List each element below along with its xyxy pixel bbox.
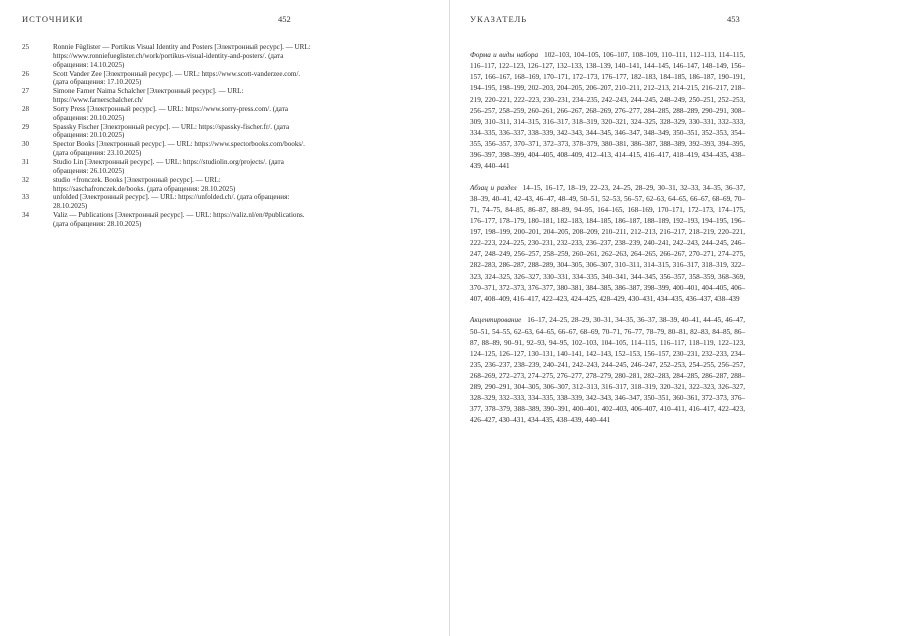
note-text: Ronnie Füglister — Portikus Visual Identity and Posters [Электронный ресурс]. — URL: https://www.ronniefueglister.ch/work/portikus-visual-identity-and-posters/. (дата обращения: 14.10.2025) bbox=[53, 43, 311, 69]
running-head-right: УКАЗАТЕЛЬ bbox=[470, 14, 528, 24]
left-page bbox=[0, 0, 449, 636]
note-number: 28 bbox=[22, 104, 30, 113]
note-number: 27 bbox=[22, 87, 30, 96]
page-number-right: 453 bbox=[727, 14, 740, 24]
index-entry bbox=[470, 183, 745, 305]
index-entry bbox=[470, 315, 745, 426]
source-note bbox=[22, 211, 312, 229]
note-number: 25 bbox=[22, 43, 30, 51]
source-note bbox=[22, 140, 312, 158]
note-number: 33 bbox=[22, 193, 30, 202]
note-number: 34 bbox=[22, 211, 30, 220]
note-number: 31 bbox=[22, 157, 30, 166]
source-note bbox=[22, 158, 312, 176]
index-page-refs: 16–17, 24–25, 28–29, 30–31, 34–35, 36–37, 38–39, 40–41, 44–45, 46–47, 50–51, 54–55, 62–63, 64–65, 66–67, 68–69, 70–71, 76–77, 78–79, 80–81, 82–83, 84–85, 86–87, 88–89, 90–91, 92–93, 94–95, 102–103, 104–105, 114–115, 116–117, 118–119, 122–123, 124–125, 126–127, 130–131, 140–141, 142–143, 152–153, 156–157, 230–231, 232–233, 234–235, 236–237, 238–239, 240–241, 242–243, 244–245, 246–247, 252–253, 254–255, 256–257, 268–269, 272–273, 274–275, 276–277, 278–279, 280–281, 282–283, 284–285, 286–287, 288–289, 290–291, 304–305, 306–307, 312–313, 316–317, 318–319, 320–321, 322–323, 326–327, 328–329, 332–333, 334–335, 338–339, 342–343, 346–347, 350–351, 360–361, 372–373, 376–377, 378–379, 388–389, 390–391, 400–401, 402–403, 406–407, 410–411, 416–417, 422–423, 426–427, 430–431, 434–435, 438–439, 440–441 bbox=[470, 316, 745, 425]
note-text: Spector Books [Электронный ресурс]. — URL: https://www.spectorbooks.com/books/. (дата обращения: 23.10.2025) bbox=[53, 140, 305, 158]
note-text: unfolded [Электронный ресурс]. — URL: https://unfolded.ch/. (дата обращения: 28.10.2025) bbox=[53, 193, 290, 211]
note-text: Sorry Press [Электронный ресурс]. — URL: https://www.sorry-press.com/. (дата обращения: 20.10.2025) bbox=[53, 104, 289, 122]
subject-index bbox=[470, 43, 745, 437]
source-note bbox=[22, 193, 312, 211]
index-page-refs: 102–103, 104–105, 106–107, 108–109, 110–111, 112–113, 114–115, 116–117, 122–123, 126–127, 132–133, 138–139, 140–141, 144–145, 146–147, 148–149, 156–157, 166–167, 168–169, 170–171, 172–173, 176–177, 182–183, 184–185, 186–187, 190–191, 194–195, 198–199, 202–203, 204–205, 206–207, 210–211, 212–213, 214–215, 216–217, 218–219, 220–221, 222–223, 230–231, 234–235, 242–243, 244–245, 248–249, 250–251, 252–253, 256–257, 258–259, 260–261, 266–267, 268–269, 276–277, 284–285, 288–289, 290–291, 308–309, 310–311, 314–315, 316–317, 318–319, 320–321, 324–325, 328–329, 330–331, 332–333, 334–335, 336–337, 338–339, 342–343, 344–345, 346–347, 348–349, 350–351, 352–353, 354–355, 356–357, 370–371, 372–373, 378–379, 380–381, 386–387, 388–389, 392–393, 394–395, 396–397, 398–399, 404–405, 408–409, 412–413, 414–415, 416–417, 418–419, 434–435, 438–439, 440–441 bbox=[470, 51, 745, 171]
note-text: Scott Vander Zee [Электронный ресурс]. — URL: https://www.scott-vanderzee.com/. (дата обращения: 17.10.2025) bbox=[53, 69, 301, 87]
note-text: Spassky Fischer [Электронный ресурс]. — URL: https://spassky-fischer.fr/. (дата обращения: 20.10.2025) bbox=[53, 122, 290, 140]
note-number: 26 bbox=[22, 69, 30, 78]
source-note bbox=[22, 123, 312, 141]
source-note bbox=[22, 43, 312, 70]
index-term: Абзац и раздел bbox=[470, 183, 517, 192]
right-page bbox=[450, 0, 900, 636]
note-text: Studio Lin [Электронный ресурс]. — URL: https://studiolin.org/projects/. (дата обращения: 26.10.2025) bbox=[53, 157, 284, 175]
note-text: Valiz — Publications [Электронный ресурс]. — URL: https://valiz.nl/en/#publications. (дата обращения: 28.10.2025) bbox=[53, 211, 305, 228]
note-number: 30 bbox=[22, 140, 30, 149]
index-page-refs: 14–15, 16–17, 18–19, 22–23, 24–25, 28–29, 30–31, 32–33, 34–35, 36–37, 38–39, 40–41, 42–43, 46–47, 48–49, 50–51, 52–53, 56–57, 62–63, 64–65, 66–67, 68–69, 70–71, 74–75, 84–85, 86–87, 88–89, 94–95, 164–165, 168–169, 170–171, 172–173, 174–175, 176–177, 178–179, 180–181, 182–183, 184–185, 186–187, 188–189, 192–193, 194–195, 196–197, 198–199, 200–201, 204–205, 208–209, 210–211, 212–213, 216–217, 218–219, 220–221, 222–223, 224–225, 230–231, 232–233, 236–237, 238–239, 240–241, 242–243, 244–245, 246–247, 248–249, 256–257, 258–259, 260–261, 262–263, 264–265, 266–267, 270–271, 274–275, 282–283, 286–287, 288–289, 304–305, 306–307, 310–311, 314–315, 316–317, 318–319, 322–323, 324–325, 326–327, 330–331, 334–335, 340–341, 344–345, 356–357, 358–359, 368–369, 370–371, 372–373, 376–377, 380–381, 384–385, 386–387, 398–399, 400–401, 404–405, 406–407, 408–409, 416–417, 422–423, 424–425, 428–429, 430–431, 434–435, 436–437, 438–439 bbox=[470, 183, 745, 303]
page-number-left: 452 bbox=[278, 14, 291, 24]
source-note bbox=[22, 176, 312, 194]
source-note bbox=[22, 70, 312, 88]
source-note bbox=[22, 87, 312, 105]
running-head-left: ИСТОЧНИКИ bbox=[22, 14, 84, 24]
index-entry bbox=[470, 50, 745, 172]
note-text: studio +fronczek. Books [Электронный ресурс]. — URL: https://saschafronczek.de/books. (дата обращения: 28.10.2025) bbox=[53, 175, 236, 193]
sources-list bbox=[22, 43, 312, 229]
index-term: Акцентирование bbox=[470, 316, 522, 325]
index-term: Форма и виды набора bbox=[470, 51, 539, 60]
source-note bbox=[22, 105, 312, 123]
note-number: 29 bbox=[22, 122, 30, 131]
note-number: 32 bbox=[22, 175, 30, 184]
note-text: Simone Farner Naima Schalcher [Электронный ресурс]. — URL: https://www.farnerschalcher.ch/ bbox=[53, 87, 244, 105]
